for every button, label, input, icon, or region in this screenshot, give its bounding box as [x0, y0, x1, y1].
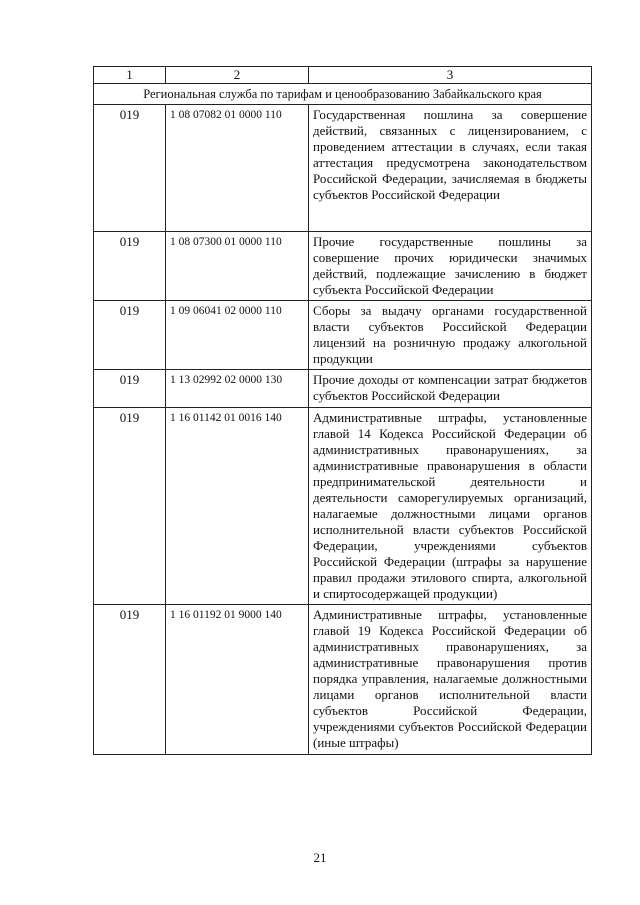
column-header-3: 3: [309, 67, 592, 84]
table-row: [94, 232, 592, 301]
admin-code-cell: 019: [94, 370, 166, 408]
column-header-2: 2: [166, 67, 309, 84]
revenue-name-cell: Административные штрафы, установленные главой 19 Кодекса Российской Федерации об административных правонарушениях, за административные правонарушения против порядка управления, налагаемые должностными лицами органов исполнительной власти субъектов Российской Федерации, учреждениями субъектов Российской Федерации (иные штрафы): [309, 605, 592, 755]
section-title: Региональная служба по тарифам и ценообразованию Забайкальского края: [94, 84, 592, 105]
admin-code-cell: 019: [94, 605, 166, 755]
revenue-name-cell: Административные штрафы, установленные главой 14 Кодекса Российской Федерации об административных правонарушениях, за административные правонарушения в области предпринимательской деятельности и деятельности саморегулируемых организаций, налагаемые должностными лицами органов исполнительной власти субъектов Российской Федерации, учреждениями субъектов Российской Федерации (штрафы за нарушение правил продажи этилового спирта, алкогольной и спиртосодержащей продукции): [309, 408, 592, 605]
section-row: [94, 84, 592, 105]
kbk-code-cell: 1 08 07300 01 0000 110: [166, 232, 309, 301]
admin-code-cell: 019: [94, 105, 166, 232]
table-row: [94, 370, 592, 408]
revenue-codes-table: [93, 66, 592, 755]
page-number: 21: [313, 850, 327, 865]
table-row: [94, 301, 592, 370]
kbk-code-cell: 1 09 06041 02 0000 110: [166, 301, 309, 370]
revenue-name-cell: Государственная пошлина за совершение действий, связанных с лицензированием, с проведением аттестации в случаях, если такая аттестация предусмотрена законодательством Российской Федерации, зачисляемая в бюджеты субъектов Российской Федерации: [309, 105, 592, 232]
kbk-code-cell: 1 16 01142 01 0016 140: [166, 408, 309, 605]
kbk-code-cell: 1 16 01192 01 9000 140: [166, 605, 309, 755]
column-header-1: 1: [94, 67, 166, 84]
kbk-code-cell: 1 13 02992 02 0000 130: [166, 370, 309, 408]
table-row: [94, 105, 592, 232]
column-number-row: [94, 67, 592, 84]
revenue-name-cell: Прочие государственные пошлины за совершение прочих юридически значимых действий, подлежащие зачислению в бюджет субъекта Российской Федерации: [309, 232, 592, 301]
admin-code-cell: 019: [94, 408, 166, 605]
table-row: [94, 605, 592, 755]
revenue-name-cell: Сборы за выдачу органами государственной власти субъектов Российской Федерации лицензий на розничную продажу алкогольной продукции: [309, 301, 592, 370]
revenue-name-cell: Прочие доходы от компенсации затрат бюджетов субъектов Российской Федерации: [309, 370, 592, 408]
admin-code-cell: 019: [94, 232, 166, 301]
admin-code-cell: 019: [94, 301, 166, 370]
table-row: [94, 408, 592, 605]
kbk-code-cell: 1 08 07082 01 0000 110: [166, 105, 309, 232]
